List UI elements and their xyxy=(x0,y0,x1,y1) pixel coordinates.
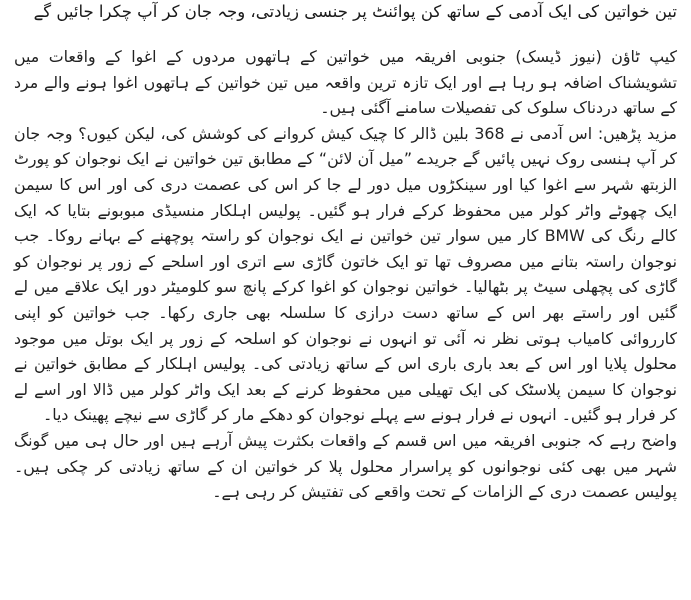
article-paragraph-intro: کیپ ٹاؤن (نیوز ڈیسک) جنوبی افریقہ میں خواتین کے ہاتھوں مردوں کے اغوا کے واقعات میں تشویشناک اضافہ ہو رہا ہے اور ایک تازہ ترین واقعہ میں تین خواتین کے ہاتھوں اغوا ہونے والے مرد کے ساتھ دردناک سلوک کی تفصیلات سامنے آگئی ہیں۔ xyxy=(14,47,677,118)
article-paragraph-closing: واضح رہے کہ جنوبی افریقہ میں اس قسم کے واقعات بکثرت پیش آرہے ہیں اور حال ہی میں گونگ شہر میں بھی کئی نوجوانوں کو پراسرار محلول پلا کر خواتین ان کے ساتھ زیادتی کر چکی ہیں۔ پولیس عصمت دری کے الزامات کے تحت واقعے کی تفتیش کر رہی ہے۔ xyxy=(14,430,677,502)
article-headline: تین خواتین کی ایک آدمی کے ساتھ کن پوائنٹ پر جنسی زیادتی، وجہ جان کر آپ چکرا جائیں گے xyxy=(33,2,677,21)
article-paragraph-body: مزید پڑھیں: اس آدمی نے 368 بلین ڈالر کا چیک کیش کروانے کی کوشش کی، لیکن کیوں؟ وجہ جان کر آپ ہنسی روک نہیں پائیں گے جریدے ”میل آن لائن“ کے مطابق تین خواتین نے ایک نوجوان کو پورٹ الزبتھ شہر سے اغوا کیا اور سینکڑوں میل دور لے جا کر اس کی عصمت دری کی اور اس کا سیمن ایک چھوٹے واٹر کولر میں محفوظ کرکے فرار ہو گئیں۔ پولیس اہلکار منسیڈی مبوبونے بتایا کہ ایک کالے رنگ کی BMW کار میں سوار تین خواتین نے ایک نوجوان کو راستہ پوچھنے کے بہانے روکا۔ جب نوجوان راستہ بتانے میں مصروف تھا تو ایک خاتون گاڑی سے اتری اور اسلحے کے زور پر نوجوان کو گاڑی کی پچھلی سیٹ پر بٹھالیا۔ خواتین نوجوان کو اغوا کرکے پانچ سو کلومیٹر دور ایک علاقے میں لے گئیں اور راستے بھر اس کے ساتھ دست درازی کا سلسلہ بھی جاری رکھا۔ جب خواتین کو اپنی کارروائی کامیاب ہوتی نظر نہ آئی تو انہوں نے نوجوان کو اسلحہ کے زور پر ایک بوتل میں موجود محلول پلایا اور اس کے بعد باری باری اس کے ساتھ زیادتی کی۔ پولیس اہلکار کے مطابق خواتین نے نوجوان کا سیمن پلاسٹک کی ایک تھیلی میں محفوظ کرنے کے بعد ایک واٹر کولر میں ڈالا اور اسے لے کر فرار ہو گئیں۔ انہوں نے فرار ہونے سے پہلے نوجوان کو دھکے مار کر گاڑی سے نیچے پھینک دیا۔ xyxy=(14,123,677,425)
